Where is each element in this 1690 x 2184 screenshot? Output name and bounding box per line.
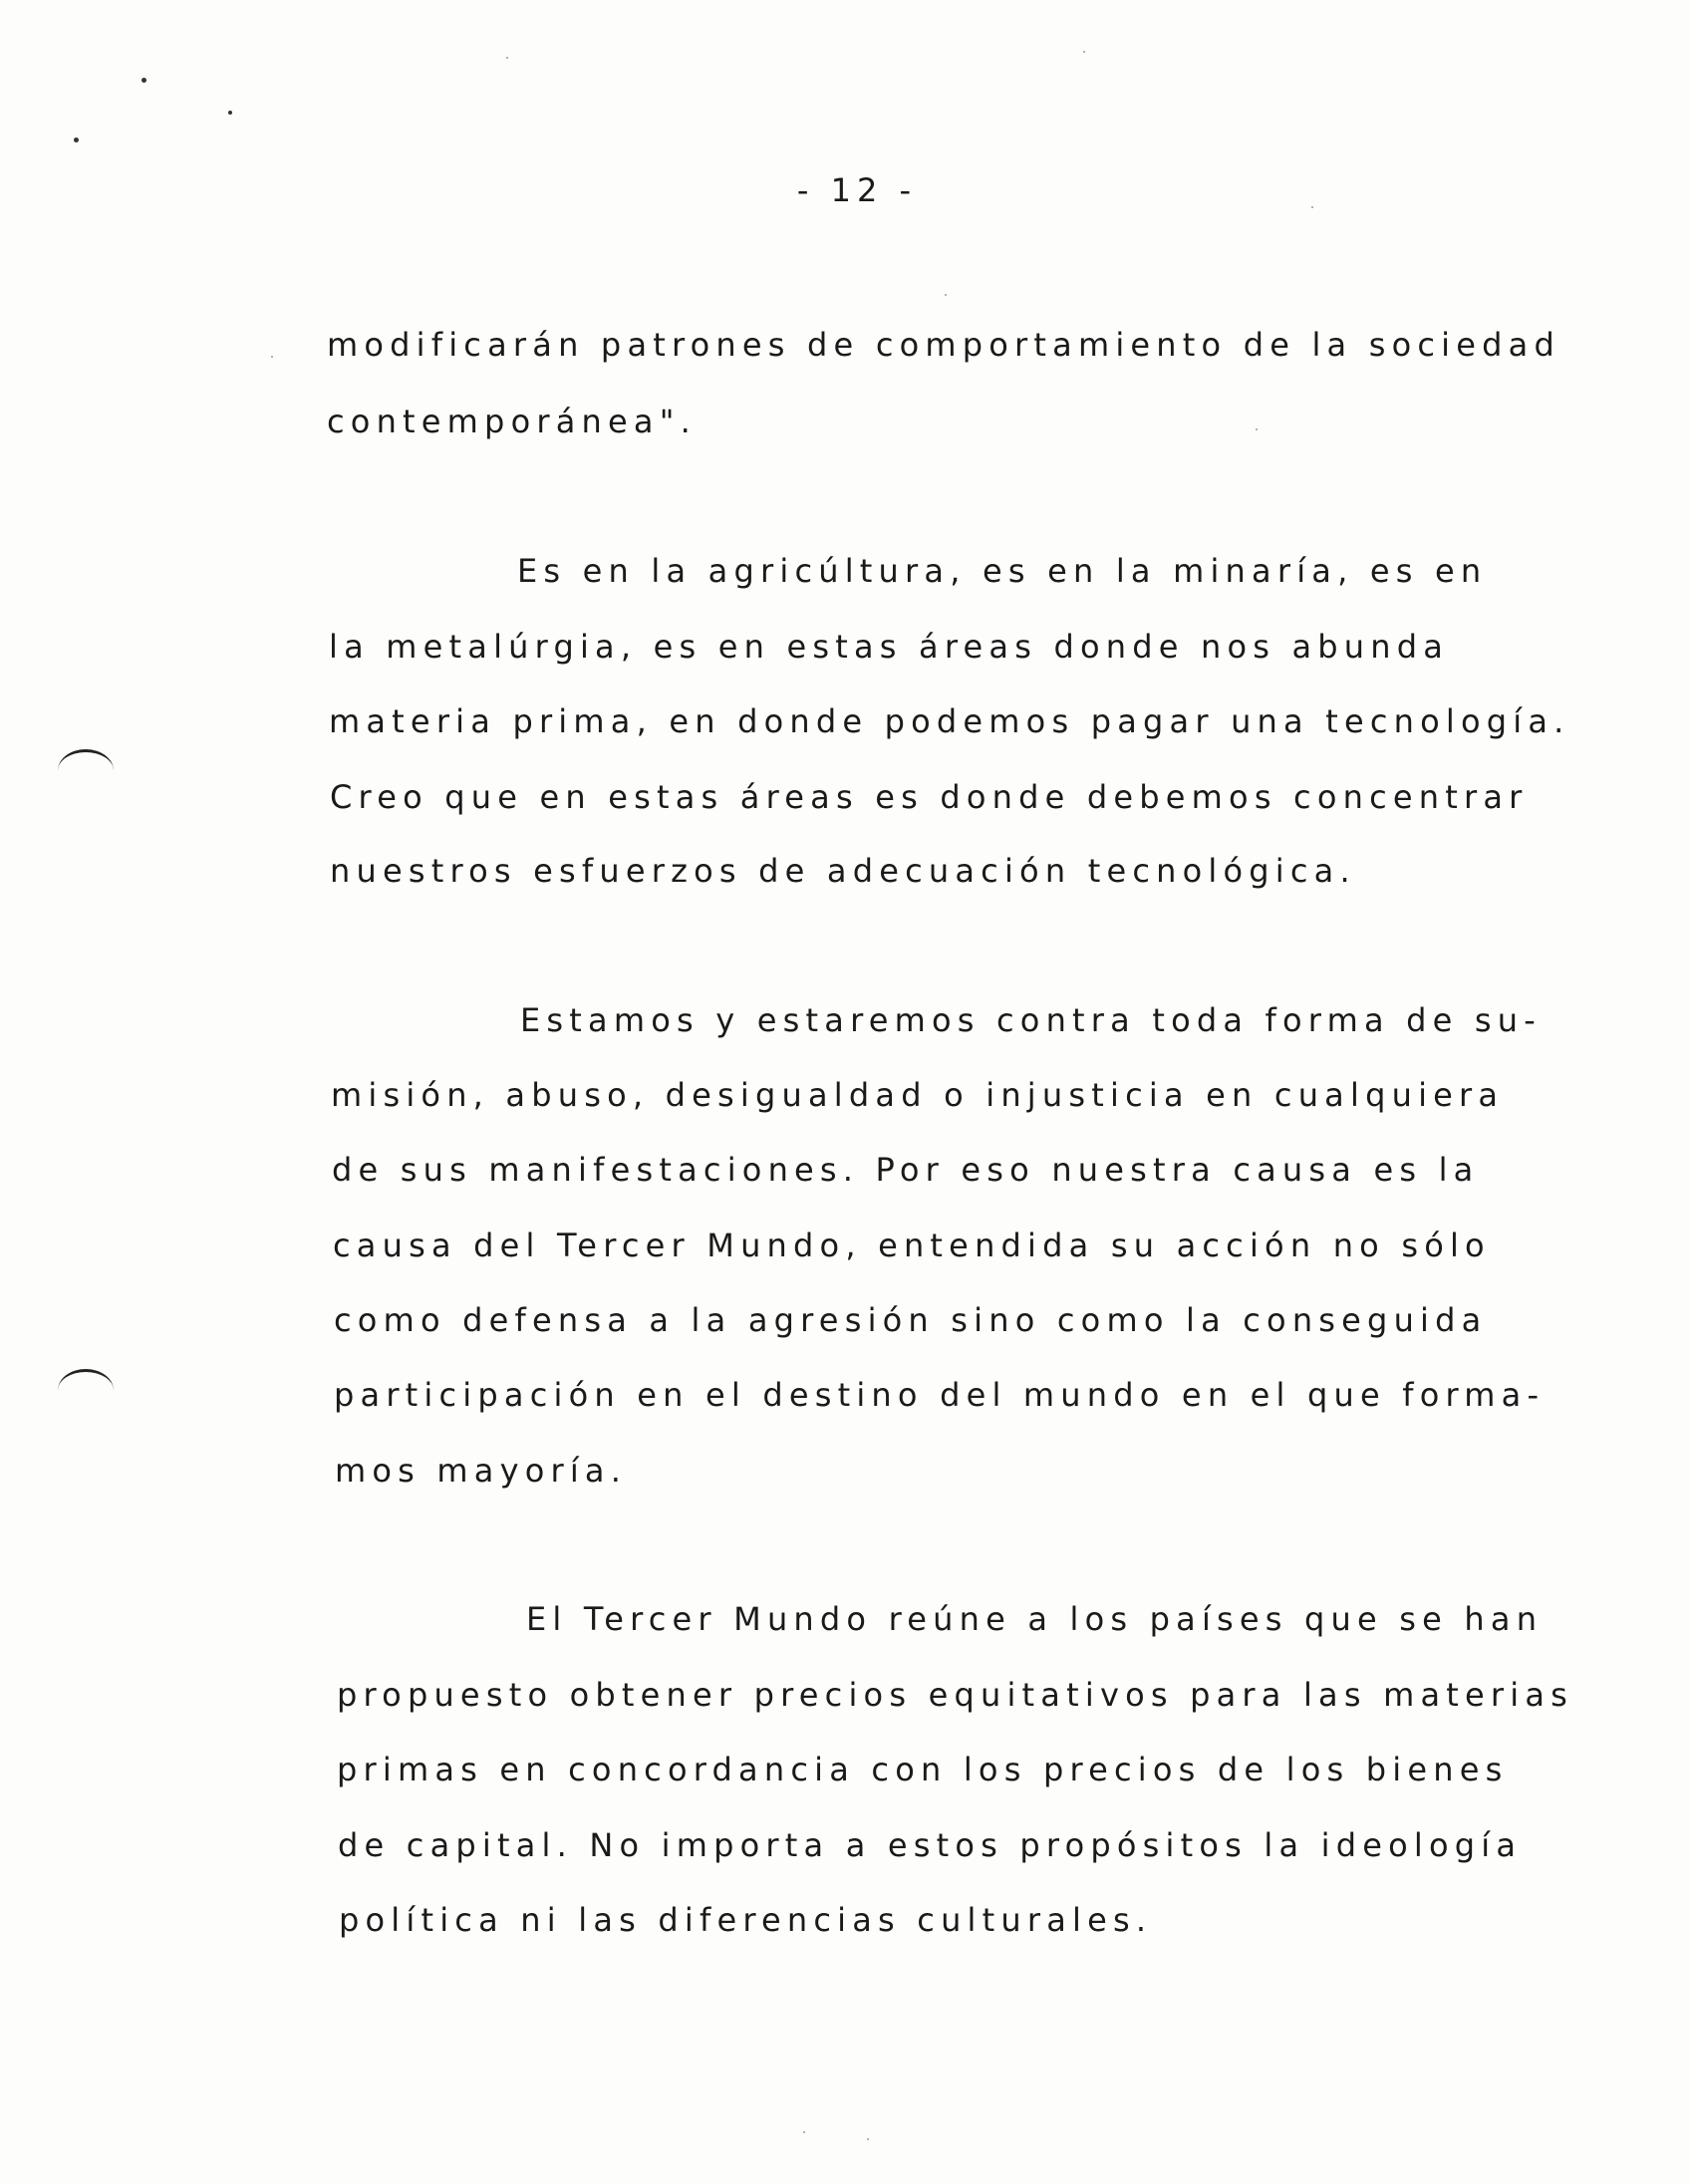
scan-speck [141, 78, 146, 83]
paragraph-2-line-2: la metalúrgia, es en estas áreas donde nos abunda [329, 628, 1450, 666]
scan-speck [506, 57, 508, 59]
scan-speck [803, 2131, 805, 2133]
paragraph-1-line-2: contemporánea". [327, 403, 697, 440]
scan-speck [1256, 428, 1258, 430]
punch-hole-mark-lower [58, 1369, 114, 1412]
scan-speck [1083, 51, 1085, 53]
paragraph-2-line-4: Creo que en estas áreas es donde debemos concentrar [330, 778, 1529, 816]
paragraph-3-line-2: misión, abuso, desigualdad o injusticia en cualquiera [331, 1076, 1505, 1114]
paragraph-3-line-5: como defensa a la agresión sino como la conseguida [334, 1301, 1488, 1339]
paragraph-4-line-2: propuesto obtener precios equitativos para las materias [337, 1676, 1574, 1714]
paragraph-3-line-6: participación en el destino del mundo en el que forma- [334, 1376, 1546, 1414]
punch-hole-mark-upper [58, 749, 114, 792]
paragraph-2-line-5: nuestros esfuerzos de adecuación tecnológica. [330, 852, 1356, 890]
paragraph-4-line-4: de capital. No importa a estos propósitos la ideología [338, 1826, 1523, 1864]
paragraph-4-line-5: política ni las diferencias culturales. [339, 1901, 1153, 1939]
scan-speck [228, 111, 232, 115]
scan-speck [1311, 206, 1313, 208]
paragraph-3-line-4: causa del Tercer Mundo, entendida su acción no sólo [333, 1227, 1491, 1264]
paragraph-2-line-1: Es en la agricúltura, es en la minaría, es en [517, 552, 1488, 590]
paragraph-2-line-3: materia prima, en donde podemos pagar una tecnología. [329, 702, 1570, 740]
page-number: - 12 - [796, 171, 918, 209]
scan-speck [74, 137, 79, 142]
paragraph-4-line-3: primas en concordancia con los precios de los bienes [337, 1751, 1509, 1788]
scan-speck [271, 356, 273, 358]
paragraph-3-line-1: Estamos y estaremos contra toda forma de su- [520, 1001, 1543, 1039]
paragraph-1-line-1: modificarán patrones de comportamiento de la sociedad [327, 326, 1560, 364]
paragraph-3-line-3: de sus manifestaciones. Por eso nuestra causa es la [332, 1151, 1480, 1189]
scan-speck [867, 2138, 869, 2140]
paragraph-3-line-7: mos mayoría. [335, 1452, 628, 1490]
paragraph-4-line-1: El Tercer Mundo reúne a los países que se han [526, 1600, 1544, 1638]
scan-speck [945, 294, 947, 296]
